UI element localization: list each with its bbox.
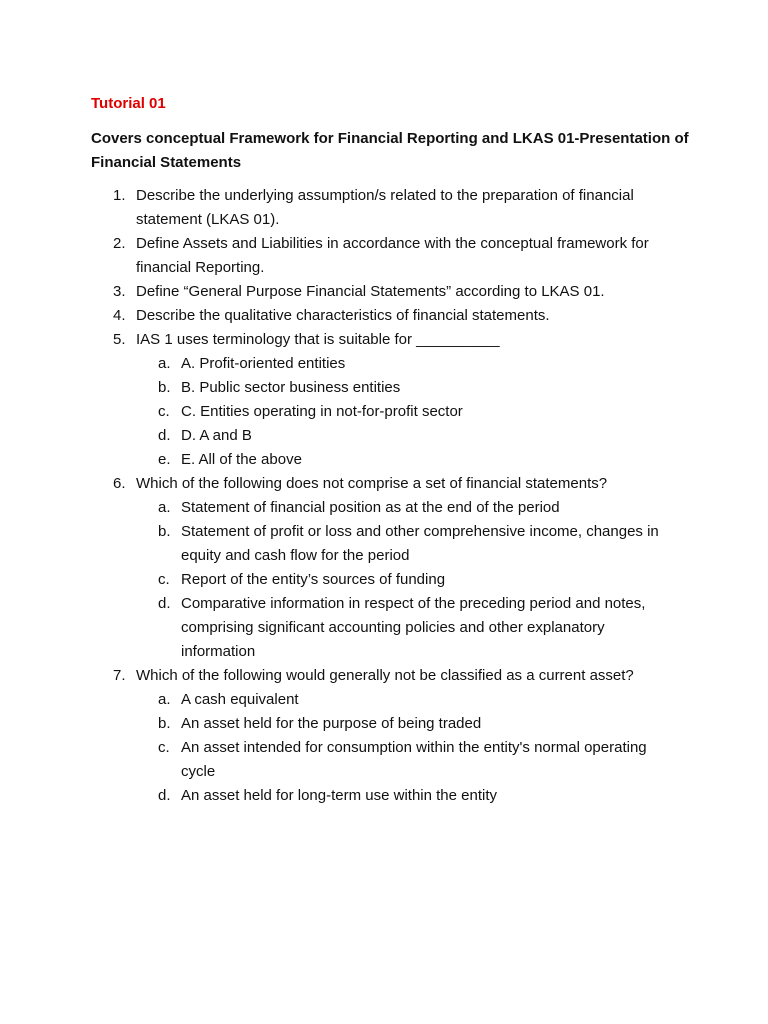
option-text: A. Profit-oriented entities xyxy=(181,355,346,372)
option-list xyxy=(136,352,676,472)
option-text: Statement of profit or loss and other comprehensive income, changes in equity and cash flow for the period xyxy=(181,523,659,564)
option-letter: b. xyxy=(158,523,171,540)
question-item xyxy=(0,280,676,304)
option-text: A cash equivalent xyxy=(181,691,299,708)
option-letter: d. xyxy=(158,595,171,612)
option-letter: a. xyxy=(158,355,171,372)
option-letter: b. xyxy=(158,715,171,732)
option-text: An asset intended for consumption within the entity's normal operating cycle xyxy=(181,739,647,780)
option-text: B. Public sector business entities xyxy=(181,379,401,396)
question-text: Define “General Purpose Financial Statements” according to LKAS 01. xyxy=(136,283,605,300)
question-item xyxy=(0,304,676,328)
option-letter: c. xyxy=(158,403,170,420)
question-number: 3. xyxy=(113,283,126,300)
question-text: Describe the underlying assumption/s related to the preparation of financial statement (LKAS 01). xyxy=(136,187,634,228)
document-subtitle: Covers conceptual Framework for Financial Reporting and LKAS 01-Presentation of Financial Statements xyxy=(91,130,689,171)
question-item xyxy=(0,664,676,808)
option-letter: c. xyxy=(158,571,170,588)
question-number: 1. xyxy=(113,187,126,204)
option-letter: a. xyxy=(158,691,171,708)
option-text: Comparative information in respect of the preceding period and notes, comprising significant accounting policies and other explanatory information xyxy=(181,595,646,660)
option-text: Report of the entity’s sources of funding xyxy=(181,571,446,588)
option-text: E. All of the above xyxy=(181,451,302,468)
document-title: Tutorial 01 xyxy=(91,95,166,112)
question-number: 6. xyxy=(113,475,126,492)
option-letter: b. xyxy=(158,379,171,396)
question-text: Which of the following does not comprise a set of financial statements? xyxy=(136,475,608,492)
option-item xyxy=(136,376,676,400)
option-text: An asset held for the purpose of being traded xyxy=(181,715,482,732)
question-item xyxy=(0,232,676,280)
question-text: Describe the qualitative characteristics of financial statements. xyxy=(136,307,550,324)
question-item xyxy=(0,472,676,664)
option-text: Statement of financial position as at the end of the period xyxy=(181,499,560,516)
option-letter: d. xyxy=(158,427,171,444)
option-item xyxy=(136,712,676,736)
question-number: 4. xyxy=(113,307,126,324)
option-letter: e. xyxy=(158,451,171,468)
option-text: An asset held for long-term use within the entity xyxy=(181,787,497,804)
option-letter: a. xyxy=(158,499,171,516)
option-item xyxy=(136,592,676,664)
option-list xyxy=(136,688,676,808)
question-number: 2. xyxy=(113,235,126,252)
question-text: IAS 1 uses terminology that is suitable for __________ xyxy=(136,331,500,348)
option-item xyxy=(136,784,676,808)
option-item xyxy=(136,448,676,472)
question-text: Which of the following would generally not be classified as a current asset? xyxy=(136,667,634,684)
option-item xyxy=(136,400,676,424)
option-item xyxy=(136,424,676,448)
option-letter: d. xyxy=(158,787,171,804)
question-number: 7. xyxy=(113,667,126,684)
option-list xyxy=(136,496,676,664)
option-text: D. A and B xyxy=(181,427,252,444)
question-item xyxy=(0,328,676,472)
question-number: 5. xyxy=(113,331,126,348)
question-list xyxy=(0,184,768,808)
option-item xyxy=(136,688,676,712)
question-text: Define Assets and Liabilities in accordance with the conceptual framework for financial Reporting. xyxy=(136,235,649,276)
option-item xyxy=(136,736,676,784)
option-item xyxy=(136,520,676,568)
option-letter: c. xyxy=(158,739,170,756)
option-item xyxy=(136,352,676,376)
option-item xyxy=(136,496,676,520)
question-item xyxy=(0,184,676,232)
option-item xyxy=(136,568,676,592)
option-text: C. Entities operating in not-for-profit sector xyxy=(181,403,463,420)
